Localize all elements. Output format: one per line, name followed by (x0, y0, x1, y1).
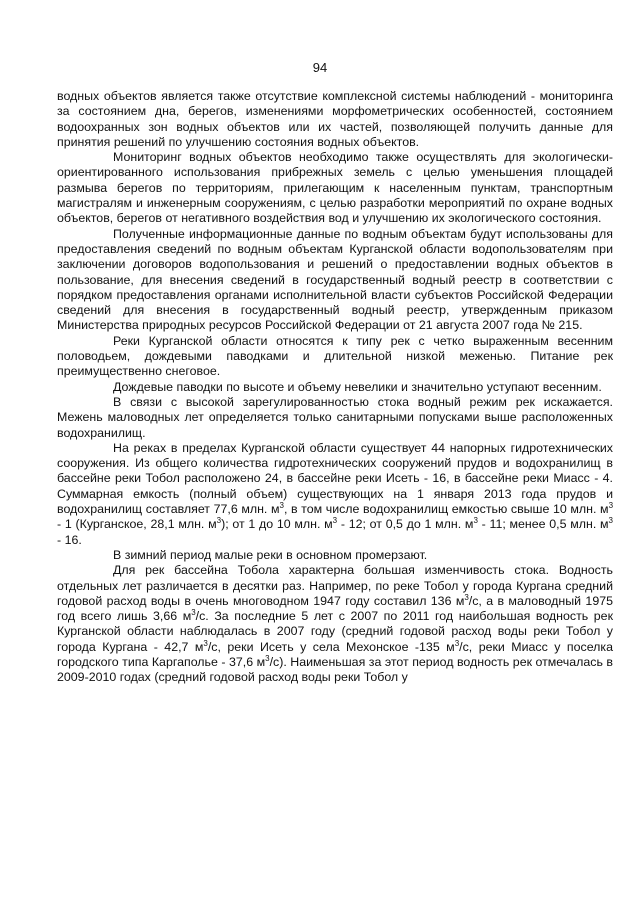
paragraph-p2: Мониторинг водных объектов необходимо также осуществлять для экологически-ориентированного использования прибрежных земель с целью уменьшения площадей размыва берегов по территориям, прилегающим к населенным пунктам, транспортным магистралям и инженерным сооружениям, с целью разработки мероприятий по охране водных объектов, берегов от негативного воздействия вод и улучшению их экологического состояния. (57, 150, 613, 226)
paragraph-p6: В связи с высокой зарегулированностью стока водный режим рек искажается. Межень маловодных лет определяется только санитарными попусками выше расположенных водохранилищ. (57, 394, 613, 440)
paragraph-p9: Для рек бассейна Тобола характерна большая изменчивость стока. Водность отдельных лет различается в десятки раз. Например, по реке Тобол у города Кургана средний годовой расход воды в очень многоводном 1947 году составил 136 $м^3/с$, а в маловодный 1975 год всего лишь 3,66 $м^3/с$. За последние 5 лет с 2007 по 2011 год наибольшая водность рек Курганской области наблюдалась в 2007 году (средний годовой расход воды реки Тобол у города Кургана - 42,7 $м^3/с$, реки Исеть у села Мехонское -135 $м^3/с$, реки Миасс у поселка городского типа Каргаполье - 37,6 $м^3/с$). Наименьшая за этот период водность рек отмечалась в 2009-2010 годах (средний годовой расход воды реки Тобол у (57, 563, 613, 685)
paragraph-p5: Дождевые паводки по высоте и объему невелики и значительно уступают весенним. (113, 379, 602, 394)
paragraph-p3: Полученные информационные данные по водным объектам будут использованы для предоставления сведений по водным объектам Курганской области водопользователям при заключении договоров водопользования и решений о предоставлении водных объектов в пользование, для внесения сведений в государственный водный реестр в соответствии с порядком предоставления органами исполнительной власти субъектов Российской Федерации сведений для внесения в государственный водный реестр, утвержденным приказом Министерства природных ресурсов Российской Федерации от 21 августа 2007 года № 215. (57, 226, 613, 333)
document-body (57, 89, 613, 686)
paragraph-p1: водных объектов является также отсутствие комплексной системы наблюдений - мониторинга за состоянием дна, берегов, изменениями морфометрических особенностей, состоянием водоохранных зон водных объектов или их частей, позволяющей получить данные для принятия решений по улучшению состояния водных объектов. (57, 89, 613, 149)
page-number: 94 (312, 60, 328, 75)
paragraph-p8: В зимний период малые реки в основном промерзают. (113, 547, 428, 562)
paragraph-p4: Реки Курганской области относятся к типу рек с четко выраженным весенним половодьем, дождевыми паводками и длительной низкой меженью. Питание рек преимущественно снеговое. (57, 333, 613, 379)
paragraph-p7: На реках в пределах Курганской области существует 44 напорных гидротехнических сооружения. Из общего количества гидротехнических сооружений прудов и водохранилищ в бассейне реки Тобол расположено 24, в бассейне реки Исеть - 16, в бассейне реки Миасс - 4. Суммарная емкость (полный объем) существующих на 1 января 2013 года прудов и водохранилищ составляет 77,6 млн. $м^3$, в том числе водохранилищ емкостью свыше 10 млн. $м^3 - 1$ (Курганское, 28,1 млн. $м^3$); от 1 до 10 млн. $м^3 - 12$; от 0,5 до 1 млн. $м^3 - 11$; менее 0,5 млн. $м^3 - 16$. (57, 440, 614, 547)
